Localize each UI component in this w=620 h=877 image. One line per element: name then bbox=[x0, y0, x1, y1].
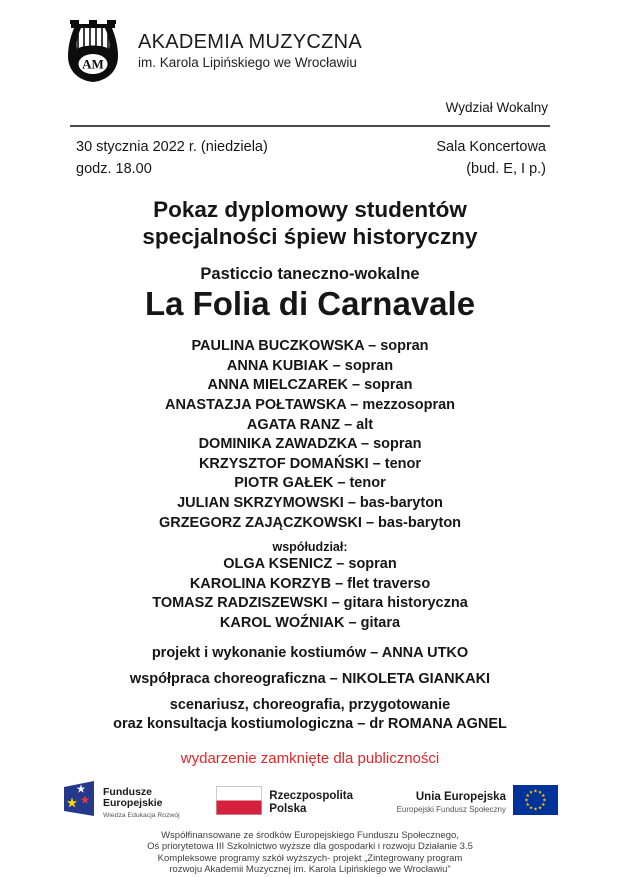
event-meta bbox=[0, 127, 620, 180]
performer-line: DOMINIKA ZAWADZKA – sopran bbox=[198, 436, 422, 453]
event-time: godz. 18.00 bbox=[76, 161, 152, 177]
event-subtitle: Pasticcio taneczno-wokalne bbox=[200, 265, 420, 283]
performer-line: AGATA RANZ – alt bbox=[246, 416, 374, 433]
credit-direction bbox=[0, 696, 620, 734]
eu-funds-text bbox=[103, 787, 180, 819]
performer-line: KRZYSZTOF DOMAŃSKI – tenor bbox=[198, 455, 422, 472]
event-venue: Sala Koncertowa bbox=[436, 139, 546, 155]
collaborator-line: KAROL WOŹNIAK – gitara bbox=[219, 615, 401, 632]
performer-line: GRZEGORZ ZAJĄCZKOWSKI – bas-baryton bbox=[158, 514, 462, 531]
org-name: AKADEMIA MUZYCZNA bbox=[138, 31, 363, 53]
eu-funds-logo bbox=[62, 780, 187, 825]
event-heading bbox=[0, 196, 620, 250]
european-union-subtitle: Europejski Fundusz Społeczny bbox=[396, 805, 506, 815]
credit-direction-line2: oraz konsultacja kostiumologiczna – dr ROMANA AGNEL bbox=[113, 715, 507, 732]
collaboration-label: współudział: bbox=[272, 540, 348, 555]
funding-logos-row bbox=[0, 781, 620, 825]
credit-costumes: projekt i wykonanie kostiumów – ANNA UTKO bbox=[151, 644, 469, 661]
funding-footnote bbox=[0, 830, 620, 876]
performer-line: ANNA MIELCZAREK – sopran bbox=[207, 377, 413, 394]
poland-logo bbox=[216, 786, 360, 820]
production-credits bbox=[0, 644, 620, 734]
eu-funds-flag-icon bbox=[62, 780, 96, 825]
performer-line: PAULINA BUCZKOWSKA – sopran bbox=[191, 338, 429, 355]
performer-line: ANNA KUBIAK – sopran bbox=[226, 357, 394, 374]
collaborator-line: KAROLINA KORZYB – flet traverso bbox=[189, 575, 431, 592]
collaboration-list bbox=[0, 555, 620, 633]
eu-funds-subtitle: Wiedza Edukacja Rozwój bbox=[103, 811, 180, 819]
event-heading-line1: Pokaz dyplomowy studentów bbox=[153, 197, 467, 222]
svg-text:AM: AM bbox=[82, 56, 104, 72]
eu-funds-title-line1: Fundusze bbox=[103, 785, 152, 798]
event-venue-detail: (bud. E, I p.) bbox=[466, 161, 546, 177]
header bbox=[0, 0, 620, 86]
funding-footnote-line1: Współfinansowane ze środków Europejskiego Funduszu Społecznego, bbox=[161, 829, 459, 841]
performer-line: JULIAN SKRZYMOWSKI – bas-baryton bbox=[177, 495, 443, 512]
funding-footnote-line3: Kompleksowe programy szkół wyższych- projekt „Zintegrowany program bbox=[157, 852, 463, 864]
closed-event-notice: wydarzenie zamknięte dla publiczności bbox=[180, 749, 440, 767]
credit-choreography-collab: współpraca choreograficzna – NIKOLETA GIANKAKI bbox=[129, 670, 491, 687]
event-title: La Folia di Carnavale bbox=[144, 285, 476, 322]
collaborator-line: TOMASZ RADZISZEWSKI – gitara historyczna bbox=[152, 595, 468, 612]
eu-funds-title-line2: Europejskie bbox=[103, 797, 163, 810]
performer-list bbox=[0, 337, 620, 533]
european-union-logo bbox=[390, 785, 558, 820]
poland-title-line1: Rzeczpospolita bbox=[269, 789, 353, 802]
lyre-logo-icon bbox=[58, 16, 128, 86]
eu-flag-icon bbox=[513, 785, 558, 820]
poland-title-line2: Polska bbox=[269, 802, 307, 815]
org-subtitle: im. Karola Lipińskiego we Wrocławiu bbox=[138, 55, 357, 70]
funding-footnote-line4: rozwoju Akademii Muzycznej im. Karola Lipińskiego we Wrocławiu” bbox=[169, 864, 451, 876]
event-heading-line2: specjalności śpiew historyczny bbox=[142, 224, 478, 249]
meta-row-2 bbox=[76, 158, 546, 180]
performer-line: PIOTR GAŁEK – tenor bbox=[234, 475, 386, 492]
poland-text bbox=[269, 790, 353, 815]
event-date: 30 stycznia 2022 r. (niedziela) bbox=[76, 139, 268, 155]
collaborator-line: OLGA KSENICZ – sopran bbox=[223, 556, 397, 573]
performer-line: ANASTAZJA POŁTAWSKA – mezzosopran bbox=[164, 397, 456, 414]
department-label: Wydział Wokalny bbox=[445, 100, 548, 115]
meta-row-1 bbox=[76, 136, 546, 158]
poland-flag-icon bbox=[216, 786, 262, 820]
european-union-title: Unia Europejska bbox=[415, 790, 506, 803]
european-union-text bbox=[397, 791, 506, 815]
org-identity bbox=[138, 16, 362, 70]
credit-direction-line1: scenariusz, choreografia, przygotowanie bbox=[169, 696, 451, 713]
funding-footnote-line2: Oś priorytetowa III Szkolnictwo wyższe dla gospodarki i rozwoju Działanie 3.5 bbox=[147, 841, 473, 853]
